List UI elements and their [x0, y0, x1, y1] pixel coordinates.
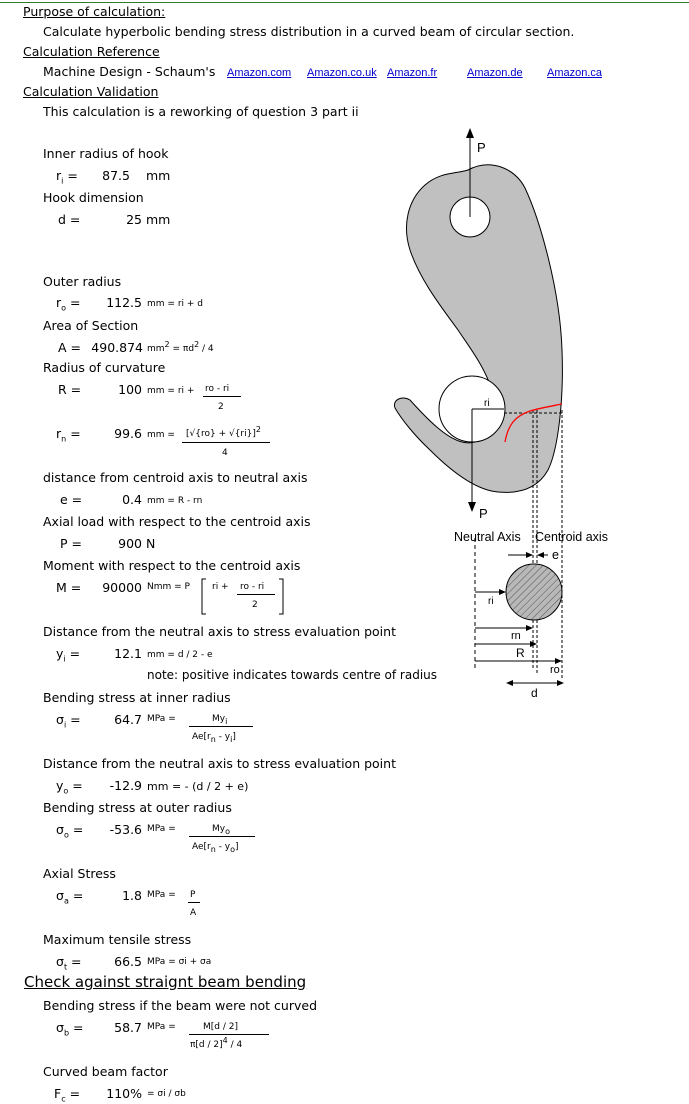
sigma-a-fraction-bar: [188, 902, 200, 903]
link-amazon-fr[interactable]: Amazon.fr: [387, 67, 438, 79]
reference-text: Machine Design - Schaum's: [43, 64, 216, 79]
radius-curv-denominator: 2: [218, 402, 224, 412]
hook-dim-symbol: d =: [58, 212, 81, 227]
purpose-text: Calculate hyperbolic bending stress distribution in a curved beam of circular section.: [43, 24, 575, 39]
purpose-label: Purpose of calculation:: [23, 4, 166, 19]
e-arrow-left-head-icon: [526, 552, 533, 558]
sigma-a-value: 1.8: [122, 888, 142, 903]
link-amazon-ca[interactable]: Amazon.ca: [547, 67, 603, 79]
centroid-axis-label: Centroid axis: [535, 530, 608, 544]
yo-formula: mm = - (d / 2 + e): [147, 780, 249, 793]
d-dimension-arrow-right-icon: [557, 680, 564, 686]
rn-dimension-label: rn: [511, 630, 521, 642]
m-formula: Nmm = P: [147, 582, 190, 592]
reference-label: Calculation Reference: [23, 44, 160, 59]
sigma-b-symbol: $\sigma_b$ =: [56, 1020, 84, 1038]
sigma-a-symbol: $\sigma_a$ =: [56, 888, 84, 906]
area-value: 490.874: [91, 340, 143, 355]
validation-text: This calculation is a reworking of question 3 part ii: [43, 104, 359, 119]
p-title: Axial load with respect to the centroid axis: [43, 514, 311, 529]
r-dimension-label: R: [516, 646, 525, 660]
sigma-o-unit: MPa =: [147, 824, 176, 834]
area-formula: $mm^2 = \pi d^2 / 4$: [147, 340, 214, 354]
sigma-t-symbol: $\sigma_t$ =: [56, 954, 82, 972]
e-label: e: [552, 548, 559, 562]
hook-dim-unit: mm: [146, 212, 171, 227]
rn-numerator: $[√\{ro\} + √\{ri\}]^2$: [186, 425, 261, 439]
neutral-axis-label: Neutral Axis: [454, 530, 521, 544]
radius-curv-symbol: R =: [58, 382, 82, 397]
validation-label: Calculation Validation: [23, 84, 159, 99]
sigma-o-symbol: $\sigma_o$ =: [56, 822, 84, 840]
sigma-b-value: 58.7: [114, 1020, 142, 1035]
p-unit: N: [146, 536, 156, 551]
link-amazon-de[interactable]: Amazon.de: [467, 67, 523, 79]
sigma-a-title: Axial Stress: [43, 866, 116, 881]
sigma-i-denominator: $Ae[r_n - y_i]$: [192, 732, 236, 744]
bottom-load-label: P: [479, 506, 488, 521]
e-title: distance from centroid axis to neutral axis: [43, 470, 308, 485]
m-a: ri +: [212, 582, 229, 592]
rn-fraction-bar: [182, 442, 270, 443]
area-symbol: A =: [58, 340, 81, 355]
m-numerator: ro - ri: [240, 582, 265, 592]
rn-unit: mm =: [147, 430, 175, 440]
e-formula: mm = R - rn: [147, 496, 203, 506]
sigma-i-value: 64.7: [114, 712, 142, 727]
p-value: 900: [118, 536, 142, 551]
radius-curv-fraction-bar: [203, 396, 241, 397]
ri-label: ri: [484, 398, 490, 409]
top-rule: [0, 2, 689, 3]
outer-radius-value: 112.5: [106, 295, 142, 310]
inner-radius-unit: mm: [146, 168, 171, 183]
yi-value: 12.1: [114, 646, 142, 661]
rn-dimension-arrow-icon: [526, 625, 533, 631]
sigma-b-fraction-bar: [189, 1034, 269, 1035]
m-value: 90000: [102, 580, 142, 595]
d-dimension-label: d: [531, 686, 538, 700]
yi-formula: mm = d / 2 - e: [147, 650, 213, 660]
sigma-o-denominator: $Ae[r_n - y_o]$: [192, 842, 239, 854]
m-title: Moment with respect to the centroid axis: [43, 558, 301, 573]
radius-curv-formula: mm = ri +: [147, 386, 195, 396]
fc-title: Curved beam factor: [43, 1064, 168, 1079]
rn-denominator: 4: [222, 448, 228, 458]
link-amazon-com[interactable]: Amazon.com: [227, 67, 292, 79]
bottom-arrow-head-icon: [468, 502, 476, 512]
top-arrow-head-icon: [466, 128, 474, 138]
area-title: Area of Section: [43, 318, 139, 333]
m-denominator: 2: [252, 600, 258, 610]
sigma-t-title: Maximum tensile stress: [43, 932, 192, 947]
d-dimension-arrow-left-icon: [506, 680, 513, 686]
sigma-b-denominator: π[d / 2]$^4$ / 4: [190, 1036, 243, 1050]
circular-section: [506, 564, 562, 620]
rn-value: 99.6: [114, 426, 142, 441]
hook-diagram: [380, 120, 680, 710]
e-value: 0.4: [122, 492, 142, 507]
m-fraction-bar: [237, 594, 275, 595]
sigma-b-unit: MPa =: [147, 1022, 176, 1032]
inner-radius-symbol: $r_i$ =: [56, 168, 78, 186]
sigma-o-title: Bending stress at outer radius: [43, 800, 232, 815]
inner-radius-title: Inner radius of hook: [43, 146, 169, 161]
sigma-o-numerator: $My_o$: [212, 824, 230, 836]
fc-value: 110%: [106, 1086, 142, 1101]
check-heading: Check against straignt beam bending: [24, 973, 307, 991]
e-symbol: e =: [60, 492, 83, 507]
sigma-i-title: Bending stress at inner radius: [43, 690, 231, 705]
yi-symbol: $y_i$ =: [56, 646, 81, 664]
hook-dim-value: 25: [126, 212, 142, 227]
yo-title: Distance from the neutral axis to stress evaluation point: [43, 756, 396, 771]
outer-radius-formula: mm = ri + d: [147, 299, 203, 309]
sigma-a-numerator: P: [190, 890, 196, 900]
hook-dim-title: Hook dimension: [43, 190, 144, 205]
sigma-o-fraction-bar: [189, 836, 255, 837]
top-load-label: P: [477, 140, 486, 155]
inner-radius-value: 87.5: [102, 168, 130, 183]
rn-symbol: $r_n$ =: [56, 426, 81, 444]
sigma-a-denominator: A: [190, 908, 197, 918]
yo-value: -12.9: [109, 778, 142, 793]
radius-curv-title: Radius of curvature: [43, 360, 166, 375]
radius-curv-value: 100: [118, 382, 142, 397]
ri-dimension-label: ri: [488, 596, 494, 607]
ri-dimension-arrow-icon: [499, 589, 506, 595]
sigma-t-formula: MPa = σi + σa: [147, 957, 212, 967]
fc-symbol: $F_c$ =: [54, 1086, 81, 1104]
radius-curv-numerator: ro - ri: [205, 384, 230, 394]
p-symbol: P =: [60, 536, 82, 551]
yi-note: note: positive indicates towards centre of radius: [147, 668, 438, 682]
fc-formula: = σi / σb: [147, 1089, 186, 1099]
sigma-i-unit: MPa =: [147, 714, 176, 724]
ro-dimension-label: ro: [550, 664, 560, 676]
m-symbol: M =: [56, 580, 82, 595]
e-arrow-right-head-icon: [537, 552, 544, 558]
yo-symbol: $y_o$ =: [56, 778, 83, 796]
sigma-i-numerator: $My_i$: [212, 714, 228, 726]
sigma-b-title: Bending stress if the beam were not curved: [43, 998, 318, 1013]
sigma-b-numerator: M[d / 2]: [203, 1022, 238, 1032]
sigma-i-symbol: $\sigma_i$ =: [56, 712, 81, 730]
yi-title: Distance from the neutral axis to stress evaluation point: [43, 624, 396, 639]
outer-radius-title: Outer radius: [43, 274, 122, 289]
outer-radius-symbol: $r_o$ =: [56, 295, 81, 313]
link-amazon-co-uk[interactable]: Amazon.co.uk: [307, 67, 377, 79]
sigma-t-value: 66.5: [114, 954, 142, 969]
sigma-a-unit: MPa =: [147, 890, 176, 900]
sigma-i-fraction-bar: [189, 726, 253, 727]
sigma-o-value: -53.6: [109, 822, 142, 837]
